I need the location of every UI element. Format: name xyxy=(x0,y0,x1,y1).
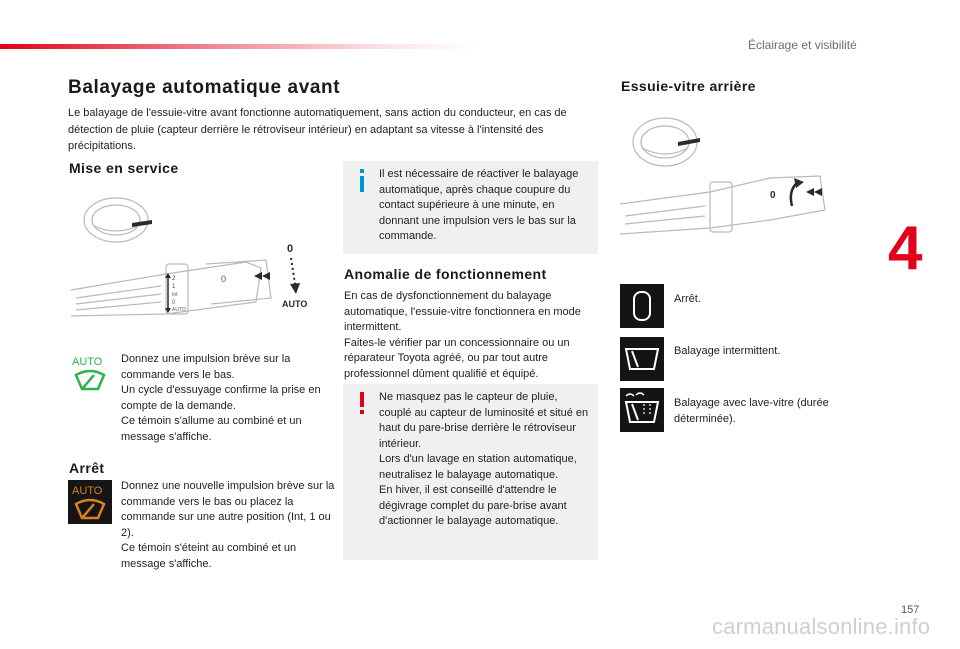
rear-wiper-washer-label: Balayage avec lave-vitre (durée déterminée). xyxy=(674,397,829,425)
rear-wiper-off-tile xyxy=(620,284,664,328)
auto-wiper-icon xyxy=(68,353,112,397)
info-icon xyxy=(355,169,369,193)
warning-box xyxy=(343,384,598,560)
svg-text:Int: Int xyxy=(172,292,178,298)
header-accent-bar xyxy=(0,44,480,49)
arret-text: Donnez une nouvelle impulsion brève sur la commande vers le bas ou placez la commande sur une autre position (Int, 1 ou 2). Ce témoin s'éteint au combiné et un message s'affiche. xyxy=(121,480,335,570)
auto-wiper-off-icon xyxy=(68,480,112,524)
rear-wiper-intermittent-label: Balayage intermittent. xyxy=(674,345,781,357)
rear-wiper-washer-icon xyxy=(620,388,664,432)
mise-en-service-text: Donnez une impulsion brève sur la commande vers le bas. Un cycle d'essuyage confirme la prise en compte de la demande. Ce témoin s'allume au combiné et un message s'affiche. xyxy=(121,353,321,443)
chapter-number: 4 xyxy=(888,214,923,283)
page-number: 157 xyxy=(901,604,920,616)
anomalie-text: En cas de dysfonctionnement du balayage automatique, l'essuie-vitre fonctionnera en mode intermittent. Faites-le vérifier par un concessionnaire ou un réparateur Toyota agréé, ou par tout autre professionnel dûment qualifié et équipé. xyxy=(344,290,581,380)
info-box xyxy=(343,161,598,254)
warning-box-text: Ne masquez pas le capteur de pluie, couplé au capteur de luminosité et situé en haut du pare-brise derrière le rétroviseur intérieur. Lors d'un lavage en station automatique, neutralisez le balayage automatique. En hiver, il est conseillé d'attendre le dégivrage complet du pare-brise avant d'actionner le balayage automatique. xyxy=(379,391,589,527)
stalk-auto-label: AUTO xyxy=(282,299,308,309)
mise-en-service-title: Mise en service xyxy=(69,160,179,176)
svg-text:AUTO: AUTO xyxy=(72,356,103,368)
arret-title: Arrêt xyxy=(69,460,105,476)
svg-text:0: 0 xyxy=(221,274,227,284)
svg-text:AUTO: AUTO xyxy=(172,307,186,313)
auto-wiper-warning-lamp-off xyxy=(68,480,112,524)
watermark: carmanualsonline.info xyxy=(712,614,931,639)
wiper-stalk-illustration xyxy=(66,190,316,330)
svg-text:2: 2 xyxy=(172,276,176,282)
warning-icon xyxy=(355,392,369,416)
essuie-vitre-arriere-title: Essuie-vitre arrière xyxy=(621,78,756,94)
rear-wiper-intermittent-tile xyxy=(620,337,664,381)
section-title: Éclairage et visibilité xyxy=(748,38,857,52)
rear-stalk-off-label: 0 xyxy=(770,190,776,201)
rear-wiper-off-label: Arrêt. xyxy=(674,293,701,305)
rear-wiper-stalk-illustration xyxy=(620,112,835,247)
intro-text: Le balayage de l'essuie-vitre avant fonctionne automatiquement, sans action du conducteur, en cas de détection de pluie (capteur derrière le rétroviseur intérieur) en adaptant sa vitesse à l'intensité des précipitations. xyxy=(68,107,567,152)
auto-wiper-warning-lamp-on xyxy=(68,353,112,397)
stalk-off-label: 0 xyxy=(287,243,294,255)
rear-wiper-intermittent-icon xyxy=(620,337,664,381)
svg-text:1: 1 xyxy=(172,284,176,290)
rear-wiper-off-icon xyxy=(620,284,664,328)
page-title: Balayage automatique avant xyxy=(68,77,341,98)
info-box-text: Il est nécessaire de réactiver le balayage automatique, après chaque coupure du contact supérieure à une minute, en donnant une impulsion vers le bas sur la commande. xyxy=(379,168,579,242)
svg-text:AUTO: AUTO xyxy=(72,485,103,497)
rear-wiper-washer-tile xyxy=(620,388,664,432)
anomalie-title: Anomalie de fonctionnement xyxy=(344,266,547,282)
svg-text:0: 0 xyxy=(172,300,176,306)
